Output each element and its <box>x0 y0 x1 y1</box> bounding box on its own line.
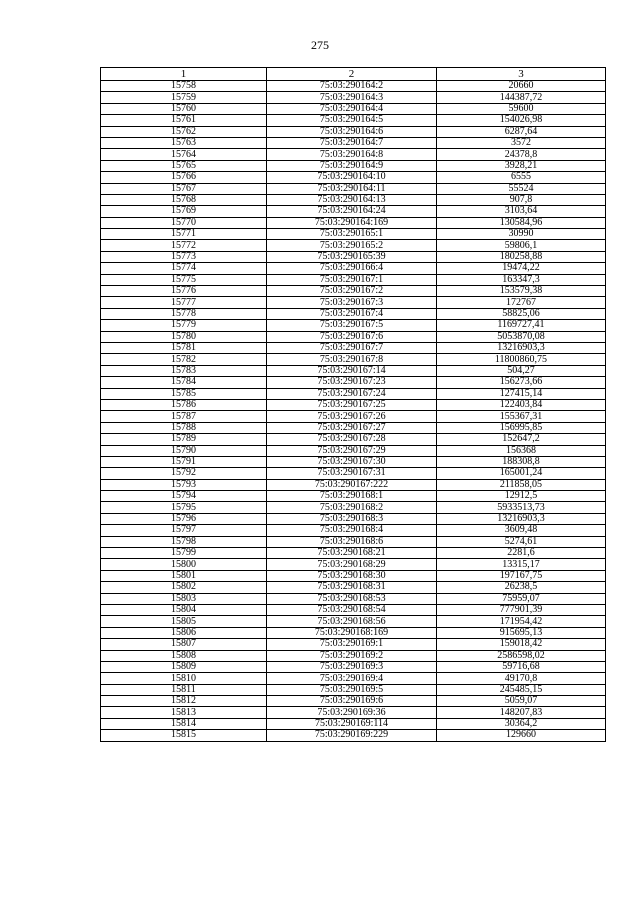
value-cell: 55524 <box>437 183 606 194</box>
row-number-cell: 15803 <box>101 593 267 604</box>
value-cell: 59806,1 <box>437 240 606 251</box>
column-header-2: 2 <box>267 68 437 81</box>
table-row <box>101 286 606 297</box>
value-cell: 129660 <box>437 730 606 741</box>
row-number-cell: 15813 <box>101 707 267 718</box>
column-header-1: 1 <box>101 68 267 81</box>
table-row <box>101 126 606 137</box>
cadastral-number-cell: 75:03:290164:8 <box>267 149 437 160</box>
row-number-cell: 15786 <box>101 399 267 410</box>
row-number-cell: 15796 <box>101 513 267 524</box>
table-row <box>101 570 606 581</box>
row-number-cell: 15801 <box>101 570 267 581</box>
value-cell: 58825,06 <box>437 308 606 319</box>
table-header-row <box>101 68 606 81</box>
table-row <box>101 81 606 92</box>
value-cell: 156368 <box>437 445 606 456</box>
cadastral-number-cell: 75:03:290169:3 <box>267 661 437 672</box>
value-cell: 165001,24 <box>437 468 606 479</box>
value-cell: 12912,5 <box>437 491 606 502</box>
row-number-cell: 15773 <box>101 251 267 262</box>
table-row <box>101 468 606 479</box>
cadastral-number-cell: 75:03:290167:5 <box>267 320 437 331</box>
cadastral-number-cell: 75:03:290167:6 <box>267 331 437 342</box>
row-number-cell: 15808 <box>101 650 267 661</box>
value-cell: 172767 <box>437 297 606 308</box>
cadastral-number-cell: 75:03:290169:4 <box>267 673 437 684</box>
table-row <box>101 149 606 160</box>
table-row <box>101 730 606 741</box>
row-number-cell: 15807 <box>101 639 267 650</box>
value-cell: 3572 <box>437 137 606 148</box>
value-cell: 5274,61 <box>437 536 606 547</box>
cadastral-number-cell: 75:03:290164:3 <box>267 92 437 103</box>
table-row <box>101 217 606 228</box>
cadastral-number-cell: 75:03:290169:229 <box>267 730 437 741</box>
value-cell: 59600 <box>437 103 606 114</box>
value-cell: 13216903,3 <box>437 342 606 353</box>
table-row <box>101 593 606 604</box>
row-number-cell: 15765 <box>101 160 267 171</box>
row-number-cell: 15794 <box>101 491 267 502</box>
table-row <box>101 479 606 490</box>
row-number-cell: 15775 <box>101 274 267 285</box>
value-cell: 49170,8 <box>437 673 606 684</box>
cadastral-number-cell: 75:03:290168:2 <box>267 502 437 513</box>
table-row <box>101 251 606 262</box>
row-number-cell: 15764 <box>101 149 267 160</box>
value-cell: 26238,5 <box>437 582 606 593</box>
row-number-cell: 15769 <box>101 206 267 217</box>
row-number-cell: 15785 <box>101 388 267 399</box>
value-cell: 24378,8 <box>437 149 606 160</box>
value-cell: 1169727,41 <box>437 320 606 331</box>
value-cell: 163347,3 <box>437 274 606 285</box>
row-number-cell: 15799 <box>101 548 267 559</box>
cadastral-number-cell: 75:03:290164:9 <box>267 160 437 171</box>
table-row <box>101 502 606 513</box>
cadastral-number-cell: 75:03:290167:14 <box>267 365 437 376</box>
value-cell: 3103,64 <box>437 206 606 217</box>
table-row <box>101 548 606 559</box>
value-cell: 144387,72 <box>437 92 606 103</box>
row-number-cell: 15782 <box>101 354 267 365</box>
row-number-cell: 15771 <box>101 229 267 240</box>
value-cell: 156995,85 <box>437 422 606 433</box>
table-row <box>101 183 606 194</box>
cadastral-number-cell: 75:03:290169:6 <box>267 696 437 707</box>
cadastral-number-cell: 75:03:290167:29 <box>267 445 437 456</box>
cadastral-number-cell: 75:03:290168:1 <box>267 491 437 502</box>
cadastral-number-cell: 75:03:290168:56 <box>267 616 437 627</box>
row-number-cell: 15774 <box>101 263 267 274</box>
table-row <box>101 604 606 615</box>
cadastral-number-cell: 75:03:290168:29 <box>267 559 437 570</box>
row-number-cell: 15812 <box>101 696 267 707</box>
table-row <box>101 684 606 695</box>
table-row <box>101 399 606 410</box>
row-number-cell: 15798 <box>101 536 267 547</box>
value-cell: 211858,05 <box>437 479 606 490</box>
value-cell: 180258,88 <box>437 251 606 262</box>
value-cell: 155367,31 <box>437 411 606 422</box>
cadastral-number-cell: 75:03:290164:2 <box>267 81 437 92</box>
table-row <box>101 137 606 148</box>
cadastral-number-cell: 75:03:290167:8 <box>267 354 437 365</box>
row-number-cell: 15770 <box>101 217 267 228</box>
cadastral-number-cell: 75:03:290166:4 <box>267 263 437 274</box>
row-number-cell: 15805 <box>101 616 267 627</box>
table-row <box>101 365 606 376</box>
cadastral-number-cell: 75:03:290168:30 <box>267 570 437 581</box>
table-row <box>101 661 606 672</box>
value-cell: 130584,96 <box>437 217 606 228</box>
row-number-cell: 15767 <box>101 183 267 194</box>
value-cell: 188308,8 <box>437 456 606 467</box>
value-cell: 19474,22 <box>437 263 606 274</box>
row-number-cell: 15787 <box>101 411 267 422</box>
cadastral-number-cell: 75:03:290168:4 <box>267 525 437 536</box>
row-number-cell: 15780 <box>101 331 267 342</box>
row-number-cell: 15778 <box>101 308 267 319</box>
cadastral-number-cell: 75:03:290168:54 <box>267 604 437 615</box>
row-number-cell: 15777 <box>101 297 267 308</box>
value-cell: 915695,13 <box>437 627 606 638</box>
row-number-cell: 15758 <box>101 81 267 92</box>
value-cell: 3609,48 <box>437 525 606 536</box>
table-row <box>101 536 606 547</box>
cadastral-number-cell: 75:03:290164:13 <box>267 194 437 205</box>
row-number-cell: 15800 <box>101 559 267 570</box>
value-cell: 154026,98 <box>437 115 606 126</box>
row-number-cell: 15776 <box>101 286 267 297</box>
cadastral-number-cell: 75:03:290164:24 <box>267 206 437 217</box>
value-cell: 6555 <box>437 172 606 183</box>
row-number-cell: 15790 <box>101 445 267 456</box>
value-cell: 907,8 <box>437 194 606 205</box>
row-number-cell: 15793 <box>101 479 267 490</box>
table-row <box>101 297 606 308</box>
table-row <box>101 559 606 570</box>
cadastral-number-cell: 75:03:290169:1 <box>267 639 437 650</box>
row-number-cell: 15797 <box>101 525 267 536</box>
table-row <box>101 331 606 342</box>
row-number-cell: 15779 <box>101 320 267 331</box>
table-row <box>101 377 606 388</box>
value-cell: 159018,42 <box>437 639 606 650</box>
table-row <box>101 194 606 205</box>
cadastral-number-cell: 75:03:290164:11 <box>267 183 437 194</box>
value-cell: 13315,17 <box>437 559 606 570</box>
value-cell: 5053870,08 <box>437 331 606 342</box>
table-row <box>101 115 606 126</box>
table-row <box>101 718 606 729</box>
cadastral-number-cell: 75:03:290168:6 <box>267 536 437 547</box>
value-cell: 171954,42 <box>437 616 606 627</box>
cadastral-number-cell: 75:03:290169:2 <box>267 650 437 661</box>
row-number-cell: 15772 <box>101 240 267 251</box>
value-cell: 2281,6 <box>437 548 606 559</box>
value-cell: 122403,84 <box>437 399 606 410</box>
value-cell: 30364,2 <box>437 718 606 729</box>
table-row <box>101 388 606 399</box>
row-number-cell: 15789 <box>101 434 267 445</box>
page-number: 275 <box>311 38 329 52</box>
table-row <box>101 103 606 114</box>
value-cell: 13216903,3 <box>437 513 606 524</box>
row-number-cell: 15762 <box>101 126 267 137</box>
table-row <box>101 707 606 718</box>
value-cell: 152647,2 <box>437 434 606 445</box>
cadastral-number-cell: 75:03:290167:27 <box>267 422 437 433</box>
value-cell: 2586598,02 <box>437 650 606 661</box>
cadastral-number-cell: 75:03:290167:23 <box>267 377 437 388</box>
cadastral-number-cell: 75:03:290167:28 <box>267 434 437 445</box>
cadastral-number-cell: 75:03:290164:6 <box>267 126 437 137</box>
row-number-cell: 15795 <box>101 502 267 513</box>
table-row <box>101 582 606 593</box>
table-row <box>101 650 606 661</box>
row-number-cell: 15811 <box>101 684 267 695</box>
table-row <box>101 525 606 536</box>
cadastral-number-cell: 75:03:290164:4 <box>267 103 437 114</box>
row-number-cell: 15766 <box>101 172 267 183</box>
cadastral-number-cell: 75:03:290165:39 <box>267 251 437 262</box>
row-number-cell: 15761 <box>101 115 267 126</box>
cadastral-number-cell: 75:03:290165:2 <box>267 240 437 251</box>
cadastral-number-cell: 75:03:290167:26 <box>267 411 437 422</box>
cadastral-number-cell: 75:03:290167:3 <box>267 297 437 308</box>
cadastral-number-cell: 75:03:290168:3 <box>267 513 437 524</box>
table-body <box>101 81 606 742</box>
cadastral-number-cell: 75:03:290168:21 <box>267 548 437 559</box>
value-cell: 127415,14 <box>437 388 606 399</box>
value-cell: 245485,15 <box>437 684 606 695</box>
table-row <box>101 513 606 524</box>
cadastral-number-cell: 75:03:290164:169 <box>267 217 437 228</box>
row-number-cell: 15781 <box>101 342 267 353</box>
cadastral-number-cell: 75:03:290169:5 <box>267 684 437 695</box>
cadastral-number-cell: 75:03:290167:31 <box>267 468 437 479</box>
table-row <box>101 434 606 445</box>
cadastral-number-cell: 75:03:290167:1 <box>267 274 437 285</box>
table-row <box>101 456 606 467</box>
value-cell: 11800860,75 <box>437 354 606 365</box>
row-number-cell: 15806 <box>101 627 267 638</box>
table-row <box>101 229 606 240</box>
value-cell: 504,27 <box>437 365 606 376</box>
cadastral-number-cell: 75:03:290167:2 <box>267 286 437 297</box>
row-number-cell: 15791 <box>101 456 267 467</box>
row-number-cell: 15802 <box>101 582 267 593</box>
value-cell: 20660 <box>437 81 606 92</box>
cadastral-number-cell: 75:03:290164:7 <box>267 137 437 148</box>
row-number-cell: 15810 <box>101 673 267 684</box>
row-number-cell: 15784 <box>101 377 267 388</box>
table-row <box>101 206 606 217</box>
table-row <box>101 342 606 353</box>
table-row <box>101 160 606 171</box>
table-row <box>101 696 606 707</box>
value-cell: 156273,66 <box>437 377 606 388</box>
table-row <box>101 354 606 365</box>
table-row <box>101 616 606 627</box>
cadastral-number-cell: 75:03:290168:31 <box>267 582 437 593</box>
cadastral-number-cell: 75:03:290167:4 <box>267 308 437 319</box>
row-number-cell: 15760 <box>101 103 267 114</box>
row-number-cell: 15809 <box>101 661 267 672</box>
table-row <box>101 92 606 103</box>
cadastral-number-cell: 75:03:290165:1 <box>267 229 437 240</box>
row-number-cell: 15788 <box>101 422 267 433</box>
table-row <box>101 491 606 502</box>
row-number-cell: 15763 <box>101 137 267 148</box>
cadastral-number-cell: 75:03:290167:7 <box>267 342 437 353</box>
table-row <box>101 411 606 422</box>
row-number-cell: 15783 <box>101 365 267 376</box>
table-row <box>101 422 606 433</box>
table-row <box>101 240 606 251</box>
cadastral-value-table <box>100 67 606 742</box>
value-cell: 3928,21 <box>437 160 606 171</box>
value-cell: 777901,39 <box>437 604 606 615</box>
row-number-cell: 15759 <box>101 92 267 103</box>
value-cell: 59716,68 <box>437 661 606 672</box>
value-cell: 30990 <box>437 229 606 240</box>
cadastral-number-cell: 75:03:290167:24 <box>267 388 437 399</box>
table-row <box>101 172 606 183</box>
table-row <box>101 639 606 650</box>
value-cell: 5059,07 <box>437 696 606 707</box>
table-row <box>101 673 606 684</box>
cadastral-number-cell: 75:03:290164:10 <box>267 172 437 183</box>
value-cell: 197167,75 <box>437 570 606 581</box>
value-cell: 75959,07 <box>437 593 606 604</box>
cadastral-number-cell: 75:03:290168:53 <box>267 593 437 604</box>
table-row <box>101 308 606 319</box>
table-row <box>101 627 606 638</box>
cadastral-number-cell: 75:03:290168:169 <box>267 627 437 638</box>
value-cell: 153579,38 <box>437 286 606 297</box>
table-row <box>101 263 606 274</box>
column-header-3: 3 <box>437 68 606 81</box>
table-row <box>101 445 606 456</box>
row-number-cell: 15815 <box>101 730 267 741</box>
table-row <box>101 274 606 285</box>
cadastral-number-cell: 75:03:290164:5 <box>267 115 437 126</box>
table-row <box>101 320 606 331</box>
value-cell: 6287,64 <box>437 126 606 137</box>
row-number-cell: 15804 <box>101 604 267 615</box>
cadastral-number-cell: 75:03:290167:25 <box>267 399 437 410</box>
cadastral-number-cell: 75:03:290167:30 <box>267 456 437 467</box>
value-cell: 148207,83 <box>437 707 606 718</box>
cadastral-number-cell: 75:03:290169:36 <box>267 707 437 718</box>
row-number-cell: 15768 <box>101 194 267 205</box>
row-number-cell: 15814 <box>101 718 267 729</box>
cadastral-number-cell: 75:03:290167:222 <box>267 479 437 490</box>
cadastral-number-cell: 75:03:290169:114 <box>267 718 437 729</box>
value-cell: 5933513,73 <box>437 502 606 513</box>
row-number-cell: 15792 <box>101 468 267 479</box>
